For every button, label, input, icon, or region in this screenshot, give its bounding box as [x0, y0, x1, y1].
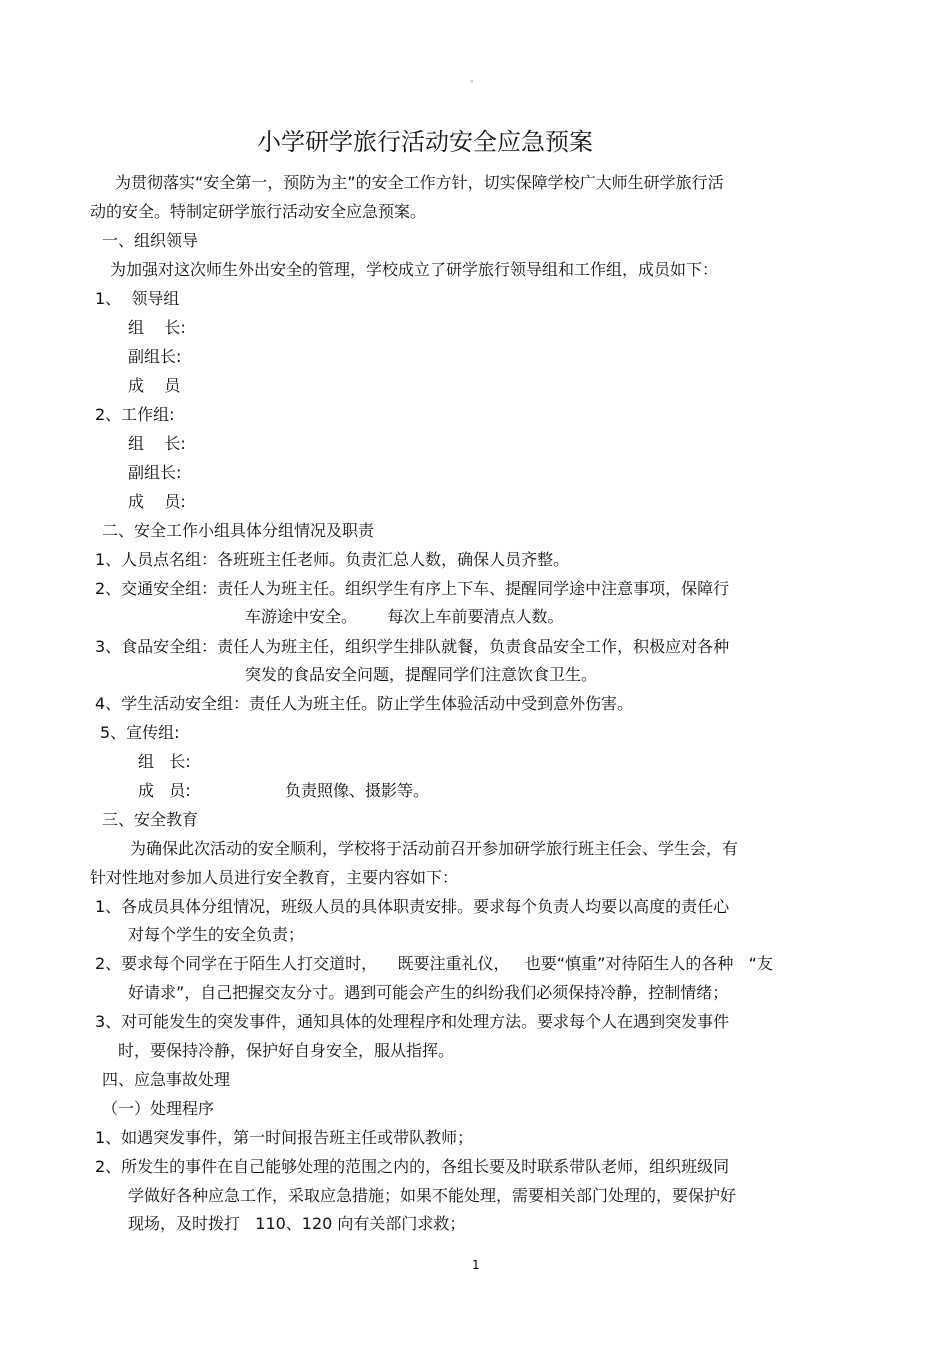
paragraph-line: 动的安全。特制定研学旅行活动安全应急预案。 — [90, 202, 427, 221]
list-item: 2、要求每个同学在于陌生人打交道时， 既要注重礼仪， 也要“慎重”对待陌生人的各种 “友 — [95, 954, 773, 973]
list-item: 3、对可能发生的突发事件，通知具体的处理程序和处理方法。要求每个人在遇到突发事件 — [95, 1012, 730, 1031]
paragraph-line: 为贯彻落实“安全第一，预防为主”的安全工作方针，切实保障学校广大师生研学旅行活 — [115, 173, 724, 192]
section-heading: 二、安全工作小组具体分组情况及职责 — [102, 521, 375, 540]
list-item: 2、所发生的事件在自己能够处理的范围之内的，各组长要及时联系带队老师，组织班级同 — [95, 1157, 730, 1176]
document-title: 小学研学旅行活动安全应急预案 — [257, 128, 593, 156]
list-item: 副组长: — [128, 463, 182, 482]
subsection-heading: （一）处理程序 — [102, 1099, 215, 1118]
section-heading: 一、组织领导 — [102, 231, 199, 250]
header-mark: 。 — [470, 74, 480, 85]
section-heading: 三、安全教育 — [102, 810, 199, 829]
list-item: 好请求”，自己把握交友分寸。遇到可能会产生的纠纷我们必须保持冷静，控制情绪； — [128, 983, 729, 1002]
list-item: 1、人员点名组：各班班主任老师。负责汇总人数，确保人员齐整。 — [95, 550, 570, 569]
list-item: 成 员 — [128, 376, 181, 395]
list-item: 4、学生活动安全组：责任人为班主任。防止学生体验活动中受到意外伤害。 — [95, 694, 634, 713]
list-item: 2、工作组: — [95, 405, 175, 424]
list-item: 组 长: — [128, 434, 186, 453]
paragraph-line: 为加强对这次师生外出安全的管理，学校成立了研学旅行领导组和工作组，成员如下： — [110, 260, 719, 279]
list-item: 1、如遇突发事件，第一时间报告班主任或带队教师； — [95, 1128, 474, 1147]
list-item: 车游途中安全。 每次上车前要清点人数。 — [245, 607, 564, 626]
list-item: 突发的食品安全问题，提醒同学们注意饮食卫生。 — [245, 665, 598, 684]
list-item: 1、各成员具体分组情况，班级人员的具体职责安排。要求每个负责人均要以高度的责任心 — [95, 897, 730, 916]
paragraph-line: 针对性地对参加人员进行安全教育，主要内容如下： — [90, 868, 459, 887]
list-item: 2、交通安全组：责任人为班主任。组织学生有序上下车、提醒同学途中注意事项，保障行 — [95, 579, 730, 598]
list-item: 副组长: — [128, 347, 182, 366]
section-heading: 四、应急事故处理 — [102, 1070, 231, 1089]
list-item: 对每个学生的安全负责； — [128, 925, 305, 944]
list-item: 组 长: — [138, 752, 191, 771]
list-item: 成 员: — [138, 781, 191, 800]
paragraph-line: 为确保此次活动的安全顺利，学校将于活动前召开参加研学旅行班主任会、学生会，有 — [130, 839, 739, 858]
list-item: 学做好各种应急工作，采取应急措施；如果不能处理，需要相关部门处理的，要保护好 — [128, 1186, 737, 1205]
list-item: 成 员: — [128, 492, 186, 511]
list-item: 时，要保持冷静，保护好自身安全，服从指挥。 — [118, 1041, 455, 1060]
page-number: 1 — [472, 1258, 480, 1272]
list-item: 3、食品安全组：责任人为班主任，组织学生排队就餐，负责食品安全工作，积极应对各种 — [95, 637, 730, 656]
list-item: 组 长: — [128, 318, 186, 337]
list-item: 1、 领导组 — [95, 289, 180, 308]
list-item: 现场，及时拨打 110、120 向有关部门求救； — [128, 1214, 466, 1233]
list-item: 负责照像、摄影等。 — [285, 781, 430, 800]
list-item: 5、宣传组: — [100, 723, 180, 742]
